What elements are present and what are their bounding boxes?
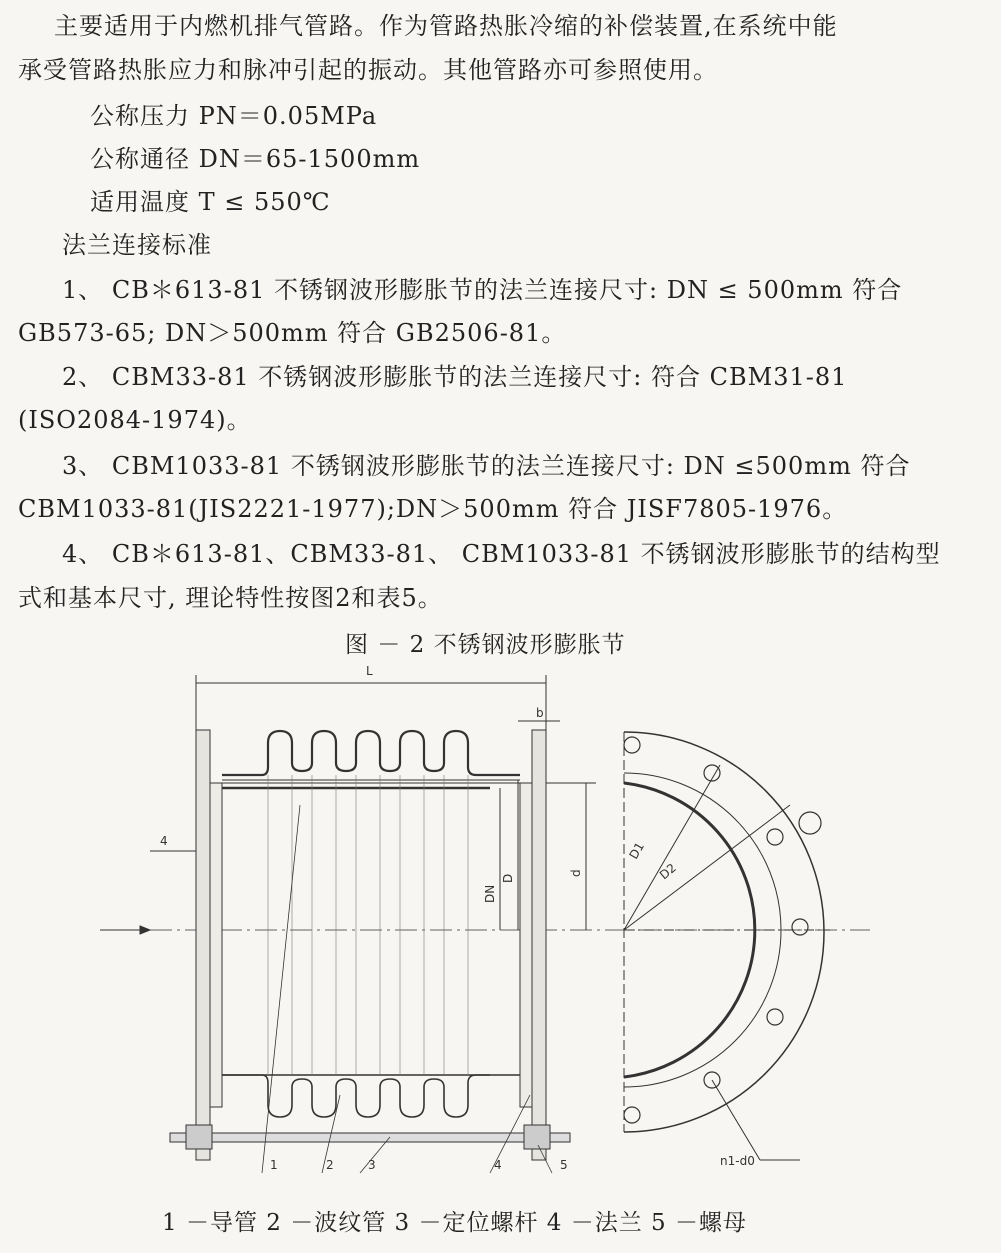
right-flange [532,730,546,1160]
item-2-line-1: 2、 CBM33-81 不锈钢波形膨胀节的法兰连接尺寸: 符合 CBM31-81 [62,363,848,391]
item-4-line-2: 式和基本尺寸, 理论特性按图2和表5。 [18,584,443,612]
right-flange-hub [520,783,532,1107]
nut-left [186,1125,212,1149]
item-2-line-2: (ISO2084-1974)。 [18,406,252,434]
flow-arrow [100,926,150,934]
figure-title: 图 － 2 不锈钢波形膨胀节 [345,632,626,658]
label-n1d0: n1-d0 [720,1154,755,1168]
nut-right [524,1125,550,1149]
figure-legend: 1 －导管 2 －波纹管 3 －定位螺杆 4 －法兰 5 －螺母 [162,1210,747,1236]
left-flange-hub [210,783,222,1107]
label-d: d [569,869,583,877]
label-D2: D2 [656,860,679,883]
label-part-4: 4 [494,1158,502,1172]
label-L: L [366,664,373,678]
flange-standard-heading: 法兰连接标准 [62,231,212,259]
spec-pressure: 公称压力 PN＝0.05MPa [90,102,378,130]
item-4-line-1: 4、 CB＊613-81、CBM33-81、 CBM1033-81 不锈钢波形膨胀节的结构型 [62,540,941,568]
label-D: D [501,873,515,883]
D2-leader [624,805,790,930]
label-part-3: 3 [368,1158,376,1172]
item-1-line-1: 1、 CB＊613-81 不锈钢波形膨胀节的法兰连接尺寸: DN ≤ 500mm 符合 [62,276,903,304]
label-D1: D1 [626,839,648,862]
item-1-line-2: GB573-65; DN＞500mm 符合 GB2506-81。 [18,319,567,347]
label-part-5: 5 [560,1158,568,1172]
label-DN: DN [483,884,497,903]
label-4-dim: 4 [160,834,168,848]
spec-diameter: 公称通径 DN＝65-1500mm [90,145,421,173]
label-b: b [536,706,544,720]
bellows-upper [222,731,520,775]
label-part-1: 1 [270,1158,278,1172]
label-part-2: 2 [326,1158,334,1172]
intro-line-2: 承受管路热胀应力和脉冲引起的振动。其他管路亦可参照使用。 [18,56,718,84]
left-flange [196,730,210,1160]
item-3-line-1: 3、 CBM1033-81 不锈钢波形膨胀节的法兰连接尺寸: DN ≤500mm 符合 [62,452,911,480]
intro-line-1: 主要适用于内燃机排气管路。作为管路热胀冷缩的补偿装置,在系统中能 [54,12,838,40]
spec-temperature: 适用温度 T ≤ 550℃ [90,188,331,216]
bellows-lower [222,1075,520,1117]
item-3-line-2: CBM1033-81(JIS2221-1977);DN＞500mm 符合 JISF7805-1976。 [18,495,848,523]
expansion-joint-drawing [0,655,1001,1200]
